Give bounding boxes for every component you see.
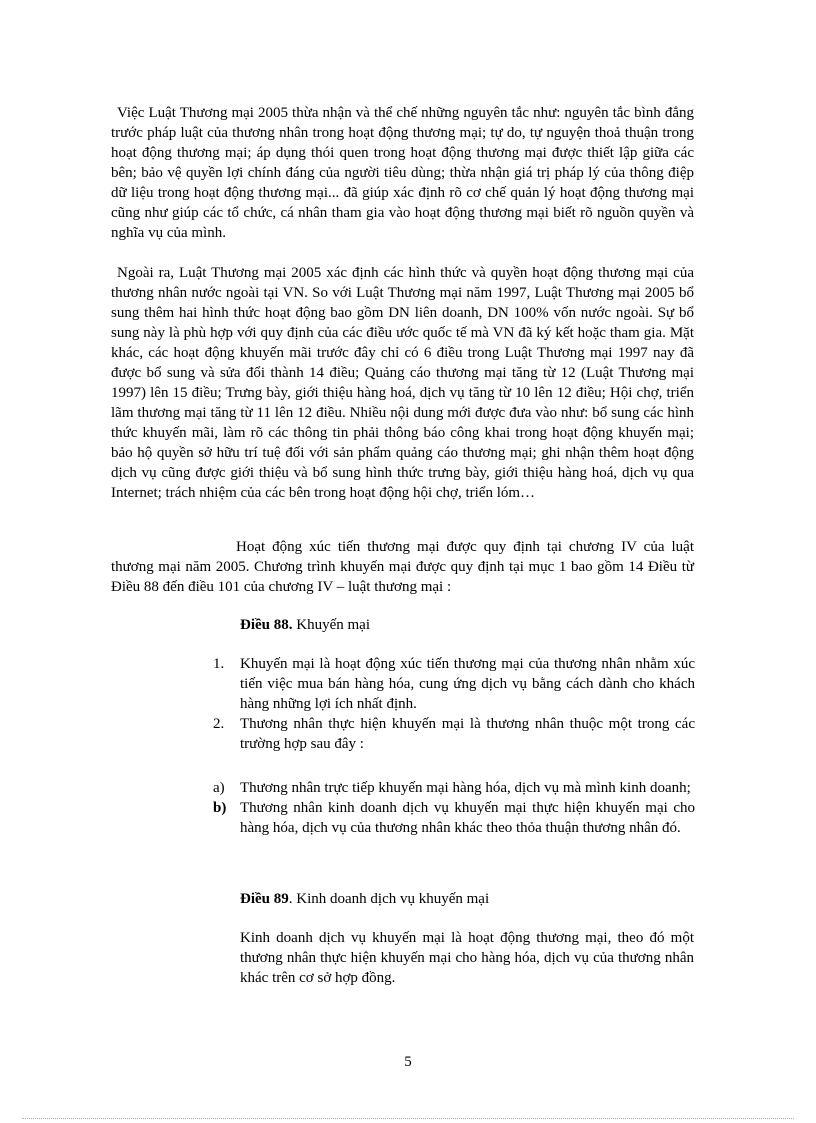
paragraph-chapter-iv: Hoạt động xúc tiến thương mại được quy định tại chương IV của luật thương mại năm 2005. Chương trình khuyến mại được quy định tại mục 1 bao gồm 14 Điều từ Điều 88 đến điều 101 của chương IV – luật thương mại :: [111, 539, 694, 595]
article-89-label: Điều 89: [240, 891, 289, 907]
list-item: [213, 714, 695, 754]
article-88-title: Khuyến mại: [292, 617, 370, 633]
list-item: [213, 798, 695, 838]
list-item-marker: 2.: [213, 716, 225, 732]
page-number: 5: [404, 1054, 412, 1070]
list-item-text: Thương nhân trực tiếp khuyến mại hàng hóa, dịch vụ mà mình kinh doanh;: [240, 780, 691, 796]
list-item-text: Thương nhân kinh doanh dịch vụ khuyến mại thực hiện khuyến mại cho hàng hóa, dịch vụ của thương nhân khác theo thỏa thuận thương nhân đó.: [240, 800, 695, 836]
article-89-title: . Kinh doanh dịch vụ khuyến mại: [288, 891, 490, 907]
list-item-marker: b): [213, 800, 227, 816]
article-89-body: Kinh doanh dịch vụ khuyến mại là hoạt động thương mại, theo đó một thương nhân thực hiện khuyến mại cho hàng hóa, dịch vụ của thương nhân khác trên cơ sở hợp đồng.: [240, 930, 694, 986]
list-item-text: Thương nhân thực hiện khuyến mại là thương nhân thuộc một trong các trường hợp sau đây :: [240, 716, 695, 752]
list-item-marker: 1.: [213, 656, 225, 672]
article-88-numbered-list: [213, 654, 695, 754]
article-88-heading: [240, 615, 695, 635]
article-89-heading: [240, 889, 695, 909]
paragraph-principles: Việc Luật Thương mại 2005 thừa nhận và thể chế những nguyên tắc như: nguyên tắc bình đẳng trước pháp luật của thương nhân trong hoạt động thương mại; tự do, tự nguyện thoả thuận trong hoạt động thương mại; áp dụng thói quen trong hoạt động thương mại được thiết lập giữa các bên; bảo vệ quyền lợi chính đáng của người tiêu dùng; thừa nhận giá trị pháp lý của thông điệp dữ liệu trong hoạt động thương mại... đã giúp xác định rõ cơ chế quản lý hoạt động thương mại cũng như giúp các tổ chức, cá nhân tham gia vào hoạt động thương mại biết rõ nguồn quyền và nghĩa vụ của mình.: [111, 105, 694, 241]
list-item: [213, 778, 695, 798]
article-88-lettered-list: [213, 778, 695, 838]
paragraph-foreign-traders: Ngoài ra, Luật Thương mại 2005 xác định các hình thức và quyền hoạt động thương mại của thương nhân nước ngoài tại VN. So với Luật Thương mại năm 1997, Luật Thương mại 2005 bổ sung thêm hai hình thức hoạt động bao gồm DN liên doanh, DN 100% vốn nước ngoài. Sự bổ sung này là phù hợp với quy định của các điều ước quốc tế mà VN đã ký kết hoặc tham gia. Mặt khác, các hoạt động khuyến mãi trước đây chỉ có 6 điều trong Luật Thương mại 1997 nay đã được bổ sung và sửa đổi thành 14 điều; Quảng cáo thương mại tăng từ 12 (Luật Thương mại 1997) lên 15 điều; Trưng bày, giới thiệu hàng hoá, dịch vụ tăng từ 10 lên 12 điều; Hội chợ, triển lãm thương mại tăng từ 11 lên 12 điều. Nhiều nội dung mới được đưa vào như: bổ sung các hình thức khuyến mãi, làm rõ các thông tin phải thông báo công khai trong hoạt động khuyến mại; bảo hộ quyền sở hữu trí tuệ đối với sản phẩm quảng cáo thương mại; ghi nhận thêm hoạt động dịch vụ cũng được giới thiệu và bổ sung hình thức trưng bày, giới thiệu hàng hoá, dịch vụ qua Internet; trách nhiệm của các bên trong hoạt động hội chợ, triển lóm…: [111, 265, 694, 501]
list-item: [213, 654, 695, 714]
list-item-text: Khuyến mại là hoạt động xúc tiến thương mại của thương nhân nhằm xúc tiến việc mua bán hàng hóa, cung ứng dịch vụ bằng cách dành cho khách hàng những lợi ích nhất định.: [240, 656, 695, 712]
article-88-label: Điều 88.: [240, 617, 293, 633]
list-item-marker: a): [213, 780, 225, 796]
page-bottom-divider: [22, 1118, 794, 1119]
